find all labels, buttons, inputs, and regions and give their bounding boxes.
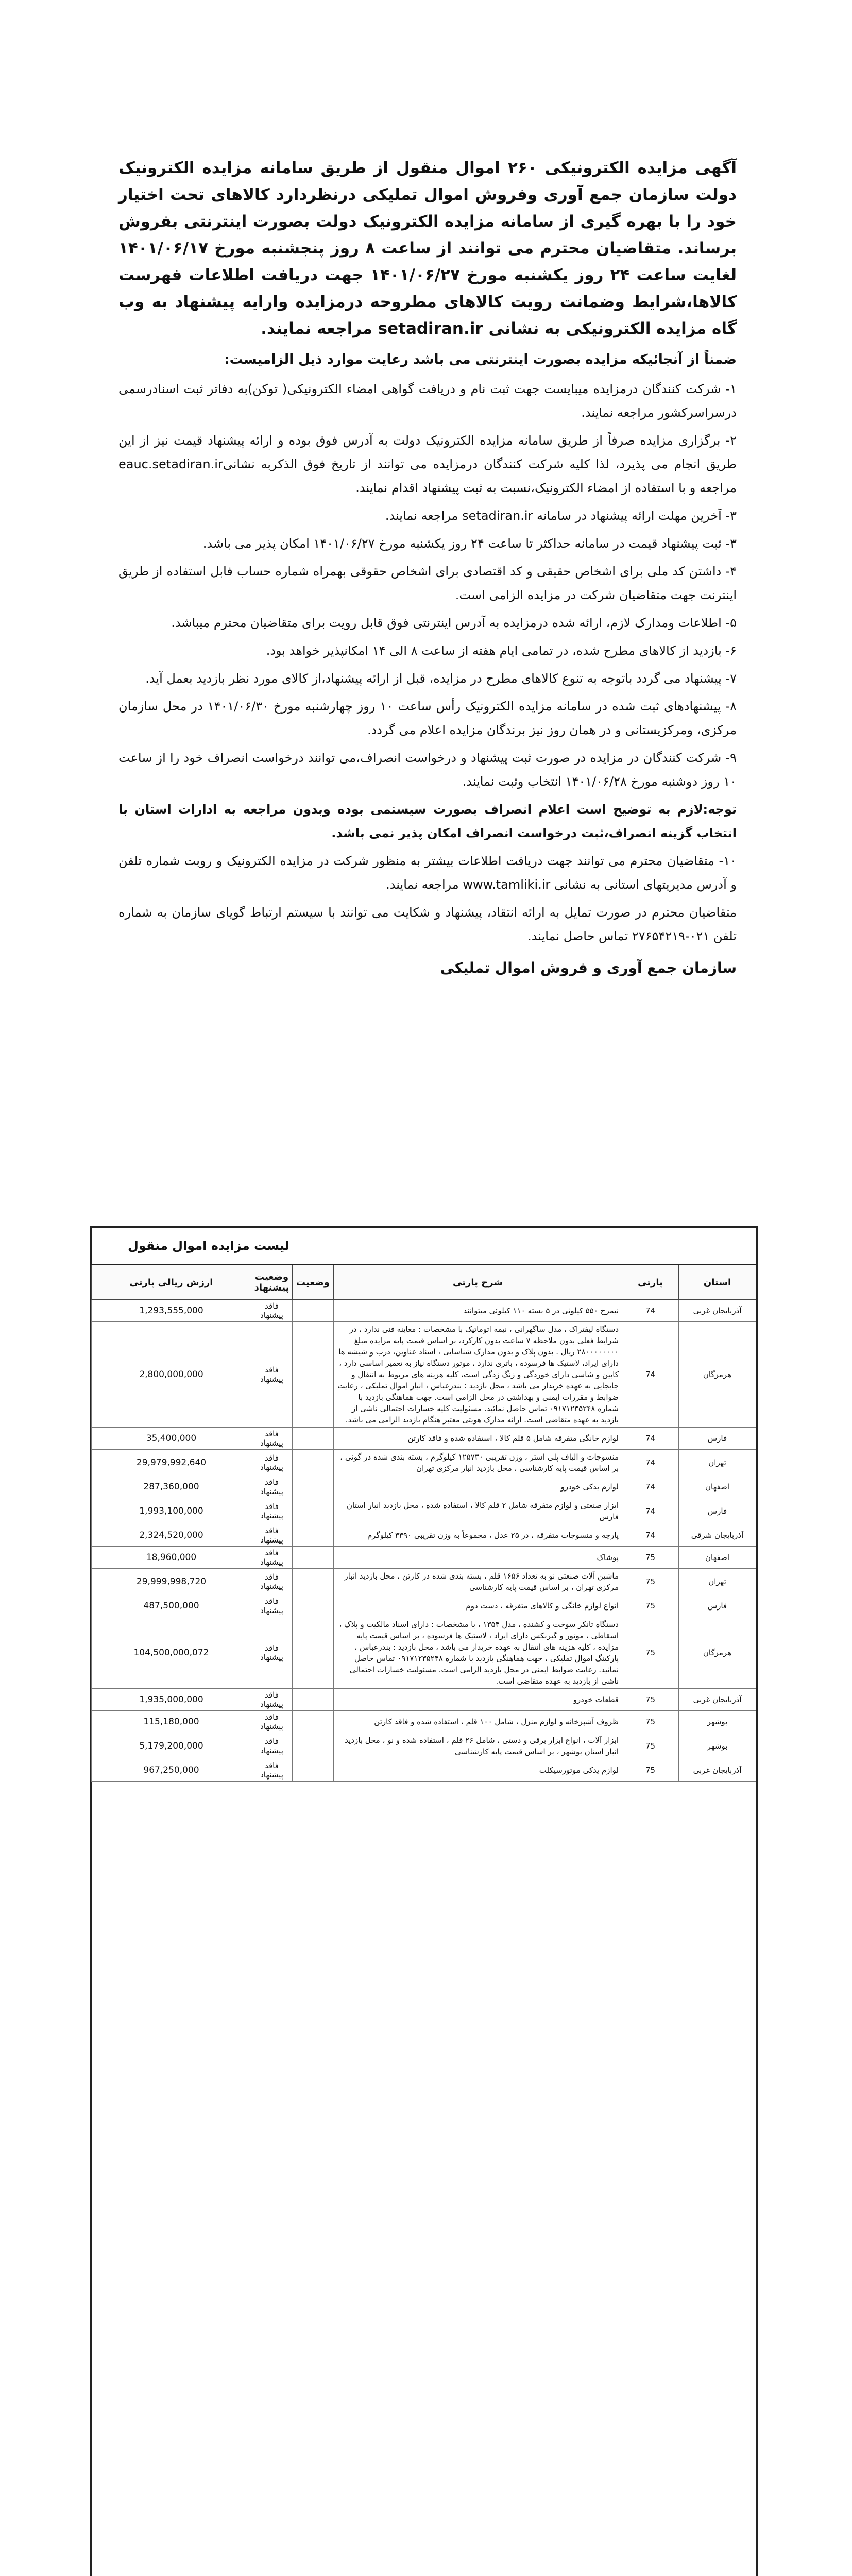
cell-desc: ماشین آلات صنعتی نو به تعداد ۱۶۵۶ قلم ، بسته بندی شده در کارتن ، محل بازدید انبار مرکزی تهران ، بر اساس قیمت پایه کارشناسی	[334, 1569, 622, 1595]
table-row	[92, 1759, 756, 1782]
header-vaziat-pishnahad: وضعیت پیشنهاد	[251, 1265, 293, 1300]
announcement-item: ۶- بازدید از کالاهای مطرح شده، در تمامی ایام هفته از ساعت ۸ الی ۱۴ امکانپذیر خواهد بود.	[266, 643, 737, 658]
cell-ostan: فارس	[679, 1428, 756, 1450]
cell-parti: 74	[622, 1300, 679, 1322]
announcement-item: ۴- داشتن کد ملی برای اشخاص حقیقی و کد اقتصادی برای اشخاص حقوقی بهمراه شماره حساب فابل استفاده از طریق اینترنت جهت متقاضیان شرکت در مزایده الزامی است.	[118, 564, 737, 602]
cell-vaziat-pishnahad: فاقد پیشنهاد	[251, 1300, 293, 1322]
cell-vaziat	[293, 1524, 334, 1547]
table-row	[92, 1617, 756, 1689]
cell-desc: ابزار صنعتی و لوازم متفرقه شامل ۲ قلم کالا ، استفاده شده ، محل بازدید انبار استان فارس	[334, 1498, 622, 1524]
cell-parti: 74	[622, 1524, 679, 1547]
cell-desc: قطعات خودرو	[334, 1689, 622, 1711]
table-row	[92, 1428, 756, 1450]
cell-vaziat-pishnahad: فاقد پیشنهاد	[251, 1569, 293, 1595]
cell-vaziat	[293, 1476, 334, 1498]
cell-arzesh: 35,400,000	[92, 1428, 251, 1450]
table-row	[92, 1733, 756, 1759]
cell-desc: پارچه و منسوجات متفرقه ، در ۲۵ عدل ، مجموعاً به وزن تقریبی ۳۳۹۰ کیلوگرم	[334, 1524, 622, 1547]
auction-list-table	[91, 1265, 756, 1782]
cell-parti: 75	[622, 1733, 679, 1759]
header-ostan: استان	[679, 1265, 756, 1300]
cell-desc: ظروف آشپزخانه و لوازم منزل ، شامل ۱۰۰ قلم ، استفاده شده و فاقد کارتن	[334, 1711, 622, 1733]
table-row	[92, 1476, 756, 1498]
announcement-item: ۳- آخرین مهلت ارائه پیشنهاد در سامانه setadiran.ir مراجعه نمایند.	[385, 509, 737, 523]
cell-desc: انواع لوازم خانگی و کالاهای متفرقه ، دست دوم	[334, 1595, 622, 1617]
announcement-item: متقاضیان محترم در صورت تمایل به ارائه انتقاد، پیشنهاد و شکایت می توانند با سیستم ارتباط گویای سازمان به شماره تلفن ۰۲۱-۲۷۶۵۴۲۱۹ تماس حاصل نمایند.	[118, 905, 737, 943]
cell-ostan: تهران	[679, 1450, 756, 1476]
cell-vaziat-pishnahad: فاقد پیشنهاد	[251, 1711, 293, 1733]
table-row	[92, 1595, 756, 1617]
announcement-item: ۲- برگزاری مزایده صرفاً از طریق سامانه مزایده الکترونیک دولت به آدرس فوق بوده و ارائه پیشنهاد قیمت نیز از این طریق انجام می پذیرد، لذا کلیه شرکت کنندگان درمزایده می توانند از تاریخ فوق الذکربه نشانیeauc.setadiran.ir مراجعه و با استفاده از امضاء الکترونیک،نسبت به ثبت پیشنهاد اقدام نمایند.	[118, 433, 737, 495]
cell-ostan: اصفهان	[679, 1476, 756, 1498]
table-row	[92, 1524, 756, 1547]
cell-ostan: آذربایجان غربی	[679, 1300, 756, 1322]
table-title: لیست مزایده اموال منقول	[92, 1228, 756, 1265]
header-desc: شرح پارتی	[334, 1265, 622, 1300]
table-row	[92, 1322, 756, 1428]
cell-parti: 74	[622, 1476, 679, 1498]
cell-parti: 74	[622, 1322, 679, 1428]
cell-vaziat	[293, 1595, 334, 1617]
cell-desc: نیمرخ ۵۵۰ کیلوئی در ۵ بسته ۱۱۰ کیلوئی میتوانند	[334, 1300, 622, 1322]
announcement-subtitle: ضمناً از آنجائیکه مزایده بصورت اینترنتی می باشد رعایت موارد ذیل الزامیست:	[224, 352, 737, 367]
cell-vaziat-pishnahad: فاقد پیشنهاد	[251, 1617, 293, 1689]
cell-vaziat	[293, 1322, 334, 1428]
cell-vaziat-pishnahad: فاقد پیشنهاد	[251, 1689, 293, 1711]
cell-vaziat-pishnahad: فاقد پیشنهاد	[251, 1476, 293, 1498]
table-body	[92, 1300, 756, 1782]
cell-arzesh: 2,800,000,000	[92, 1322, 251, 1428]
cell-ostan: فارس	[679, 1498, 756, 1524]
cell-parti: 74	[622, 1428, 679, 1450]
announcement-item: ۵- اطلاعات ومدارک لازم، ارائه شده درمزایده به آدرس اینترنتی فوق قابل رویت برای متقاضیان محترم میباشد.	[171, 616, 737, 630]
cell-parti: 74	[622, 1498, 679, 1524]
cell-arzesh: 29,999,998,720	[92, 1569, 251, 1595]
cell-arzesh: 115,180,000	[92, 1711, 251, 1733]
cell-arzesh: 2,324,520,000	[92, 1524, 251, 1547]
announcement-item: ۱- شرکت کنندگان درمزایده میبایست جهت ثبت نام و دریافت گواهی امضاء الکترونیکی( توکن)به دفاتر ثبت اسنادرسمی درسراسرکشور مراجعه نمایند.	[118, 382, 737, 420]
cell-vaziat-pishnahad: فاقد پیشنهاد	[251, 1498, 293, 1524]
cell-parti: 75	[622, 1547, 679, 1569]
cell-ostan: بوشهر	[679, 1711, 756, 1733]
cell-ostan: بوشهر	[679, 1733, 756, 1759]
cell-parti: 75	[622, 1689, 679, 1711]
cell-vaziat	[293, 1498, 334, 1524]
header-vaziat: وضعیت	[293, 1265, 334, 1300]
cell-ostan: تهران	[679, 1569, 756, 1595]
cell-desc: ابزار آلات ، انواع ابزار برقی و دستی ، شامل ۲۶ قلم ، استفاده شده و نو ، محل بازدید انبار استان بوشهر ، بر اساس قیمت پایه کارشناسی	[334, 1733, 622, 1759]
table-row	[92, 1450, 756, 1476]
cell-desc: لوازم یدکی موتورسیکلت	[334, 1759, 622, 1782]
table-row	[92, 1547, 756, 1569]
cell-vaziat	[293, 1617, 334, 1689]
cell-desc: لوازم یدکی خودرو	[334, 1476, 622, 1498]
cell-ostan: آذربایجان غربی	[679, 1759, 756, 1782]
cell-vaziat	[293, 1689, 334, 1711]
cell-vaziat-pishnahad: فاقد پیشنهاد	[251, 1322, 293, 1428]
cell-desc: منسوجات و الیاف پلی استر ، وزن تقریبی ۱۲۵۷۳۰ کیلوگرم ، بسته بندی شده در گونی ، بر اساس قیمت پایه کارشناسی ، محل بازدید انبار مرکزی تهران	[334, 1450, 622, 1476]
cell-ostan: فارس	[679, 1595, 756, 1617]
cell-ostan: هرمزگان	[679, 1322, 756, 1428]
announcement-item: ۳- ثبت پیشنهاد قیمت در سامانه حداکثر تا ساعت ۲۴ روز یکشنبه مورخ ۱۴۰۱/۰۶/۲۷ امکان پذیر می باشد.	[202, 536, 737, 551]
cell-parti: 75	[622, 1759, 679, 1782]
announcement-note: توجه:لازم به توضیح است اعلام انصراف بصورت سیستمی بوده وبدون مراجعه به ادارات استان با انتخاب گزینه انصراف،ثبت درخواست انصراف امکان پذیر نمی باشد.	[118, 802, 737, 840]
cell-desc: لوازم خانگی متفرقه شامل ۵ قلم کالا ، استفاده شده و فاقد کارتن	[334, 1428, 622, 1450]
cell-vaziat	[293, 1547, 334, 1569]
cell-parti: 75	[622, 1595, 679, 1617]
cell-vaziat	[293, 1569, 334, 1595]
header-parti: پارتی	[622, 1265, 679, 1300]
cell-vaziat-pishnahad: فاقد پیشنهاد	[251, 1450, 293, 1476]
announcement	[118, 155, 737, 995]
cell-arzesh: 29,979,992,640	[92, 1450, 251, 1476]
cell-desc: دستگاه تانکر سوخت و کشنده ، مدل ۱۳۵۴ ، با مشخصات : دارای اسناد مالکیت و پلاک ، اسقاطی ، موتور و گیربکس دارای ایراد ، لاستیک ها فرسوده ، بر اساس قیمت پایه مزایده ، کلیه هزینه های انتقال به عهده خریدار می باشد ، محل بازدید : بندرعباس ، پارکینگ اموال تملیکی ، جهت هماهنگی بازدید با شماره ۰۹۱۷۱۲۳۵۲۴۸ تماس حاصل نمائید. رعایت ضوابط ایمنی در محل بازدید الزامی است. مسئولیت خسارات احتمالی ناشی از بازدید به عهده متقاضی است.	[334, 1617, 622, 1689]
cell-desc: دستگاه لیفتراک ، مدل ساگهرانی ، نیمه اتوماتیک با مشخصات : معاینه فنی ندارد ، در شرایط فعلی بدون ملاحظه ۷ ساعت بدون کارکرد، بر اساس قیمت پایه مزایده مبلغ ۲۸۰۰۰۰۰۰۰۰ ریال . بدون پلاک و بدون مدارک شناسایی ، اسناد عناوین، درب و شیشه ها دارای ایراد، لاستیک ها فرسوده ، باتری ندارد ، موتور دستگاه نیاز به تعمیر اساسی دارد ، کابین و شاسی دارای خوردگی و زنگ زدگی است، کلیه هزینه های مربوط به انتقال و جابجایی به عهده خریدار می باشد ، محل بازدید : بندرعباس ، انبار اموال تملیکی ، رعایت ضوابط و مقررات ایمنی و بهداشتی در محل الزامی است. جهت هماهنگی بازدید با شماره ۰۹۱۷۱۲۳۵۲۴۸ تماس حاصل نمائید. مسئولیت کلیه خسارات احتمالی ناشی از بازدید به عهده متقاضی است. ارائه مدارک هویتی معتبر هنگام بازدید الزامی می باشد.	[334, 1322, 622, 1428]
cell-ostan: آذربایجان شرقی	[679, 1524, 756, 1547]
announcement-title: آگهی مزایده الکترونیکی ۲۶۰ اموال منقول از طریق سامانه مزایده الکترونیک دولت سازمان جمع آوری وفروش اموال تملیکی درنظردارد کالاهای تحت اختیار خود را با بهره گیری از سامانه مزایده الکترونیک دولت بصورت اینترنتی بفروش برساند. متقاضیان محترم می توانند از ساعت ۸ روز پنجشنبه مورخ ۱۴۰۱/۰۶/۱۷ لغایت ساعت ۲۴ روز یکشنبه مورخ ۱۴۰۱/۰۶/۲۷ جهت دریافت اطلاعات فهرست کالاها،شرایط وضمانت رویت کالاهای مطروحه درمزایده وارایه پیشنهاد به وب گاه مزایده الکترونیکی به نشانی setadiran.ir مراجعه نمایند.	[118, 159, 737, 338]
cell-ostan: آذربایجان غربی	[679, 1689, 756, 1711]
cell-vaziat-pishnahad: فاقد پیشنهاد	[251, 1428, 293, 1450]
header-arzesh: ارزش ریالی پارتی	[92, 1265, 251, 1300]
table-row	[92, 1300, 756, 1322]
cell-vaziat	[293, 1759, 334, 1782]
cell-vaziat	[293, 1428, 334, 1450]
announcement-item: ۷- پیشنهاد می گردد باتوجه به تنوع کالاهای مطرح در مزایده، قبل از ارائه پیشنهاد،از کالای مورد نظر بازدید بعمل آید.	[145, 671, 737, 686]
announcement-item: ۹- شرکت کنندگان در مزایده در صورت ثبت پیشنهاد و درخواست انصراف،می توانند درخواست انصراف خود را از ساعت ۱۰ روز دوشنبه مورخ ۱۴۰۱/۰۶/۲۸ انتخاب وثبت نمایند.	[118, 751, 737, 789]
announcement-item: ۱۰- متقاضیان محترم می توانند جهت دریافت اطلاعات بیشتر به منظور شرکت در مزایده الکترونیک و روبت شماره تلفن و آدرس مدیریتهای استانی به نشانی www.tamliki.ir مراجعه نمایند.	[118, 854, 737, 892]
cell-vaziat-pishnahad: فاقد پیشنهاد	[251, 1595, 293, 1617]
cell-vaziat	[293, 1733, 334, 1759]
cell-vaziat	[293, 1711, 334, 1733]
cell-vaziat	[293, 1450, 334, 1476]
cell-arzesh: 487,500,000	[92, 1595, 251, 1617]
cell-vaziat-pishnahad: فاقد پیشنهاد	[251, 1524, 293, 1547]
table-row	[92, 1711, 756, 1733]
cell-desc: پوشاک	[334, 1547, 622, 1569]
cell-parti: 74	[622, 1450, 679, 1476]
cell-arzesh: 104,500,000,072	[92, 1617, 251, 1689]
cell-arzesh: 287,360,000	[92, 1476, 251, 1498]
cell-arzesh: 1,993,100,000	[92, 1498, 251, 1524]
auction-table-1	[90, 1226, 758, 2576]
cell-parti: 75	[622, 1569, 679, 1595]
table-row	[92, 1498, 756, 1524]
table-header-row	[92, 1265, 756, 1300]
cell-vaziat	[293, 1300, 334, 1322]
cell-vaziat-pishnahad: فاقد پیشنهاد	[251, 1733, 293, 1759]
cell-arzesh: 1,293,555,000	[92, 1300, 251, 1322]
announcement-item: ۸- پیشنهادهای ثبت شده در سامانه مزایده الکترونیک رأس ساعت ۱۰ روز چهارشنبه مورخ ۱۴۰۱/۰۶/۳۰ در محل سازمان مرکزی، ومرکزیستانی و در همان روز نیز برندگان مزایده اعلام می گردد.	[118, 699, 737, 737]
cell-vaziat-pishnahad: فاقد پیشنهاد	[251, 1759, 293, 1782]
cell-parti: 75	[622, 1617, 679, 1689]
cell-arzesh: 18,960,000	[92, 1547, 251, 1569]
announcement-signature: سازمان جمع آوری و فروش اموال تملیکی	[440, 959, 737, 976]
table-row	[92, 1569, 756, 1595]
cell-ostan: هرمزگان	[679, 1617, 756, 1689]
cell-arzesh: 1,935,000,000	[92, 1689, 251, 1711]
table-row	[92, 1689, 756, 1711]
cell-vaziat-pishnahad: فاقد پیشنهاد	[251, 1547, 293, 1569]
cell-ostan: اصفهان	[679, 1547, 756, 1569]
cell-arzesh: 967,250,000	[92, 1759, 251, 1782]
cell-parti: 75	[622, 1711, 679, 1733]
cell-arzesh: 5,179,200,000	[92, 1733, 251, 1759]
